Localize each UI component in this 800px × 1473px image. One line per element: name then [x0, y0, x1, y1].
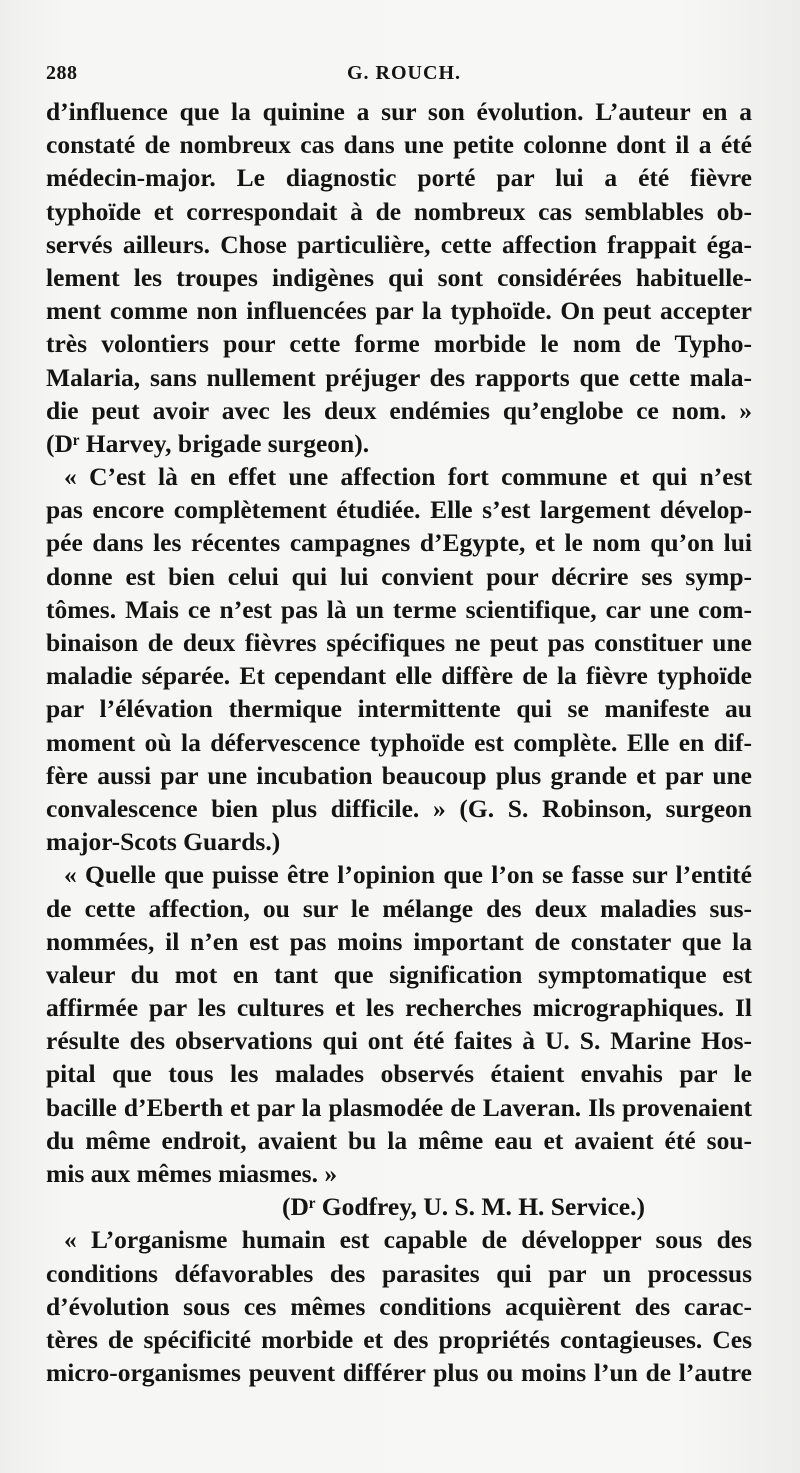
text-line: ment comme non influencées par la typhoïde. On peut accepter	[46, 296, 752, 326]
text-line: major-Scots Guards.)	[46, 827, 281, 857]
text-line: fère aussi par une incubation beaucoup plus grande et par une	[46, 760, 752, 790]
text-line: constaté de nombreux cas dans une petite colonne dont il a été	[46, 130, 752, 160]
text-line: « C’est là en effet une affection fort commune et qui n’est	[64, 462, 752, 492]
text-line: pas encore complètement étudiée. Elle s’est largement dévelop-	[46, 495, 752, 525]
text-line: d’influence que la quinine a sur son évolution. L’auteur en a	[46, 97, 752, 126]
text-line: mis aux mêmes miasmes. »	[46, 1159, 338, 1188]
text-line: affirmée par les cultures et les recherches micrographiques. Il	[46, 993, 752, 1023]
text-line: d’évolution sous ces mêmes conditions acquièrent des carac-	[46, 1291, 752, 1321]
text-line: donne est bien celui qui lui convient pour décrire ses symp-	[46, 561, 752, 591]
text-line: convalescence bien plus difficile. » (G. S. Robinson, surgeon	[46, 793, 752, 823]
text-line: tômes. Mais ce n’est pas là un terme scientifique, car une com-	[46, 594, 752, 624]
text-line: bacille d’Eberth et par la plasmodée de Laveran. Ils provenaient	[46, 1092, 752, 1122]
text-line: micro-organismes peuvent différer plus ou moins l’un de l’autre	[46, 1358, 752, 1388]
text-line: « Quelle que puisse être l’opinion que l’on se fasse sur l’entité	[64, 860, 752, 890]
text-line: résulte des observations qui ont été faites à U. S. Marine Hos-	[46, 1026, 752, 1056]
text-line: moment où la défervescence typhoïde est complète. Elle en dif-	[46, 727, 752, 757]
text-line: nommées, il n’en est pas moins important de constater que la	[46, 926, 752, 956]
text-line: lement les troupes indigènes qui sont considérées habituelle-	[46, 262, 752, 292]
text-line: die peut avoir avec les deux endémies qu’englobe ce nom. »	[46, 395, 752, 425]
text-line: de cette affection, ou sur le mélange des deux maladies sus-	[46, 893, 752, 923]
citation-line: (Dʳ Godfrey, U. S. M. H. Service.)	[282, 1192, 645, 1222]
text-line: par l’élévation thermique intermittente qui se manifeste au	[46, 694, 752, 724]
text-line: conditions défavorables des parasites qui par un processus	[46, 1258, 752, 1288]
text-line: valeur du mot en tant que signification symptomatique est	[46, 959, 752, 989]
text-line: du même endroit, avaient bu la même eau et avaient été sou-	[46, 1125, 752, 1155]
text-line: (Dʳ Harvey, brigade surgeon).	[46, 428, 370, 458]
text-line: pée dans les récentes campagnes d’Egypte, et le nom qu’on lui	[46, 528, 752, 558]
text-line: Malaria, sans nullement préjuger des rapports que cette mala-	[46, 362, 752, 392]
body-text	[46, 95, 752, 1389]
text-line: pital que tous les malades observés étaient envahis par le	[46, 1059, 752, 1089]
page-header	[46, 62, 762, 88]
text-line: binaison de deux fièvres spécifiques ne peut pas constituer une	[46, 628, 752, 657]
text-line: « L’organisme humain est capable de développer sous des	[64, 1225, 752, 1255]
text-line: servés ailleurs. Chose particulière, cette affection frappait éga-	[46, 229, 752, 259]
text-line: médecin-major. Le diagnostic porté par lui a été fièvre	[46, 163, 752, 193]
running-head: G. ROUCH.	[347, 62, 461, 84]
text-line: maladie séparée. Et cependant elle diffère de la fièvre typhoïde	[46, 661, 752, 691]
text-line: typhoïde et correspondait à de nombreux cas semblables ob-	[46, 196, 752, 226]
text-line: très volontiers pour cette forme morbide le nom de Typho-	[46, 329, 752, 359]
text-line: tères de spécificité morbide et des propriétés contagieuses. Ces	[46, 1324, 752, 1354]
page-number: 288	[46, 62, 78, 84]
